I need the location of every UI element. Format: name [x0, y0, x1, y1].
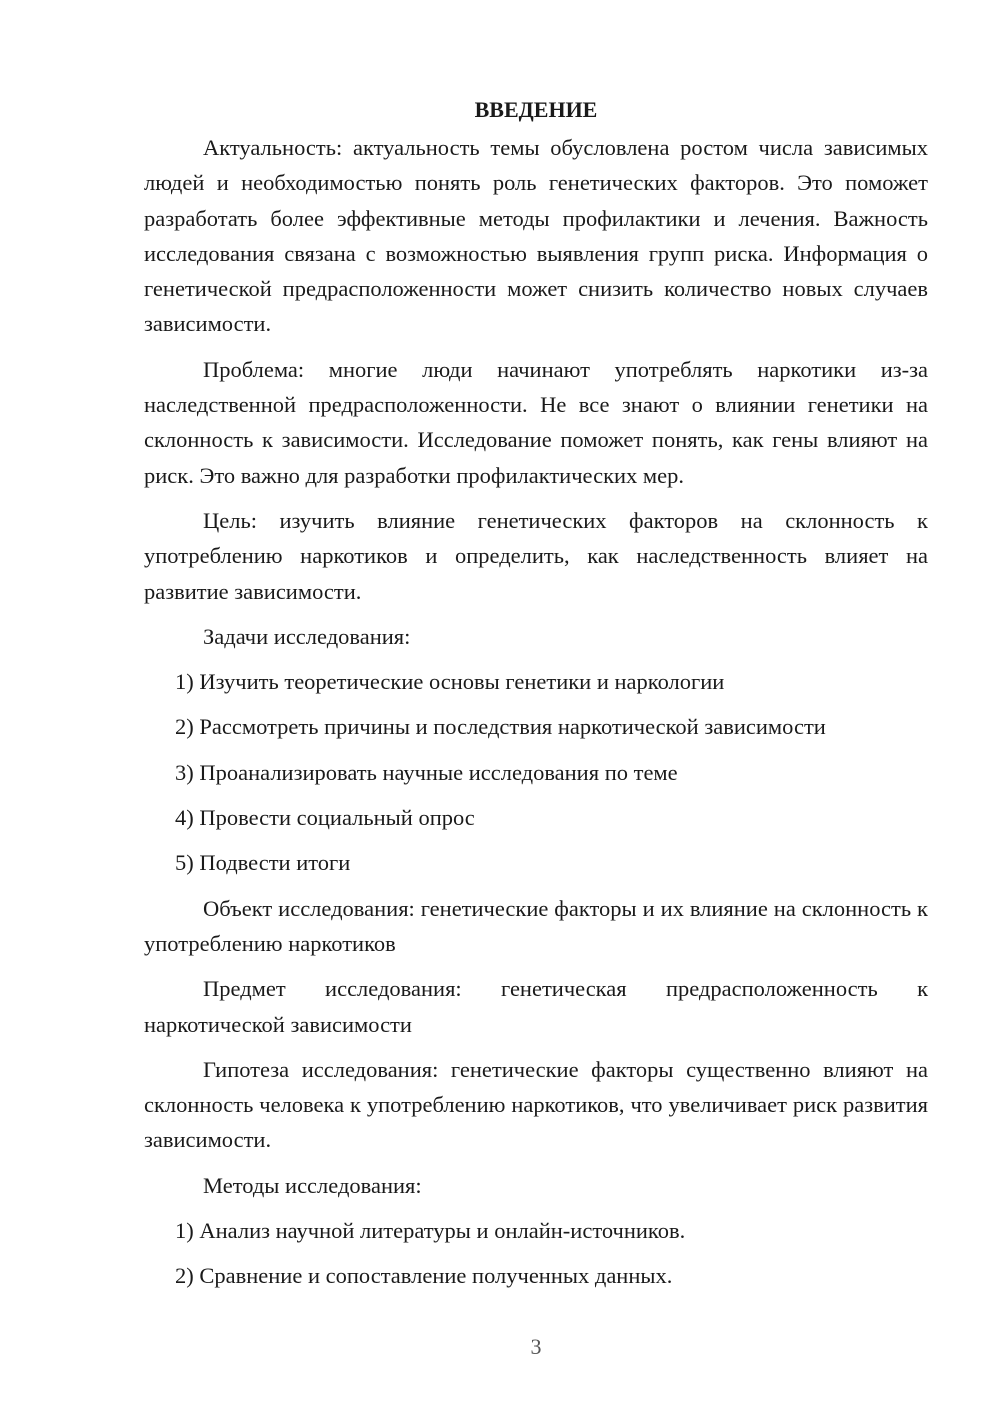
relevance-paragraph: Актуальность: актуальность темы обусловлена ростом числа зависимых людей и необходимостью понять роль генетических факторов. Это поможет разработать более эффективные методы профилактики и лечения. Важность исследования связана с возможностью выявления групп риска. Информация о генетической предрасположенности может снизить количество новых случаев зависимости. — [144, 135, 928, 337]
methods-heading: Методы исследования: — [203, 1172, 422, 1198]
tasks-heading: Задачи исследования: — [203, 623, 411, 649]
list-item: 5) Подвести итоги — [175, 850, 351, 876]
list-item: 4) Провести социальный опрос — [175, 805, 475, 831]
object-paragraph: Объект исследования: генетические факторы и их влияние на склонность к употреблению наркотиков — [144, 895, 928, 956]
list-item: 3) Проанализировать научные исследования по теме — [175, 759, 678, 785]
methods-list — [144, 1213, 928, 1294]
document-page — [144, 92, 928, 1294]
page-title: ВВЕДЕНИЕ — [474, 97, 598, 122]
subject-paragraph: Предмет исследования: генетическая предрасположенность к наркотической зависимости — [144, 976, 928, 1037]
list-item: 1) Анализ научной литературы и онлайн-источников. — [175, 1218, 686, 1244]
list-item: 2) Сравнение и сопоставление полученных данных. — [175, 1263, 673, 1289]
problem-paragraph: Проблема: многие люди начинают употреблять наркотики из-за наследственной предрасположенности. Не все знают о влиянии генетики на склонность к зависимости. Исследование поможет понять, как гены влияют на риск. Это важно для разработки профилактических мер. — [144, 356, 928, 488]
list-item: 2) Рассмотреть причины и последствия наркотической зависимости — [175, 714, 826, 740]
tasks-list — [144, 664, 928, 880]
page-number: 3 — [530, 1334, 542, 1359]
hypothesis-paragraph: Гипотеза исследования: генетические факторы существенно влияют на склонность человека к употреблению наркотиков, что увеличивает риск развития зависимости. — [144, 1056, 928, 1153]
list-item: 1) Изучить теоретические основы генетики и наркологии — [175, 669, 725, 695]
goal-paragraph: Цель: изучить влияние генетических факторов на склонность к употреблению наркотиков и определить, как наследственность влияет на развитие зависимости. — [144, 507, 928, 604]
